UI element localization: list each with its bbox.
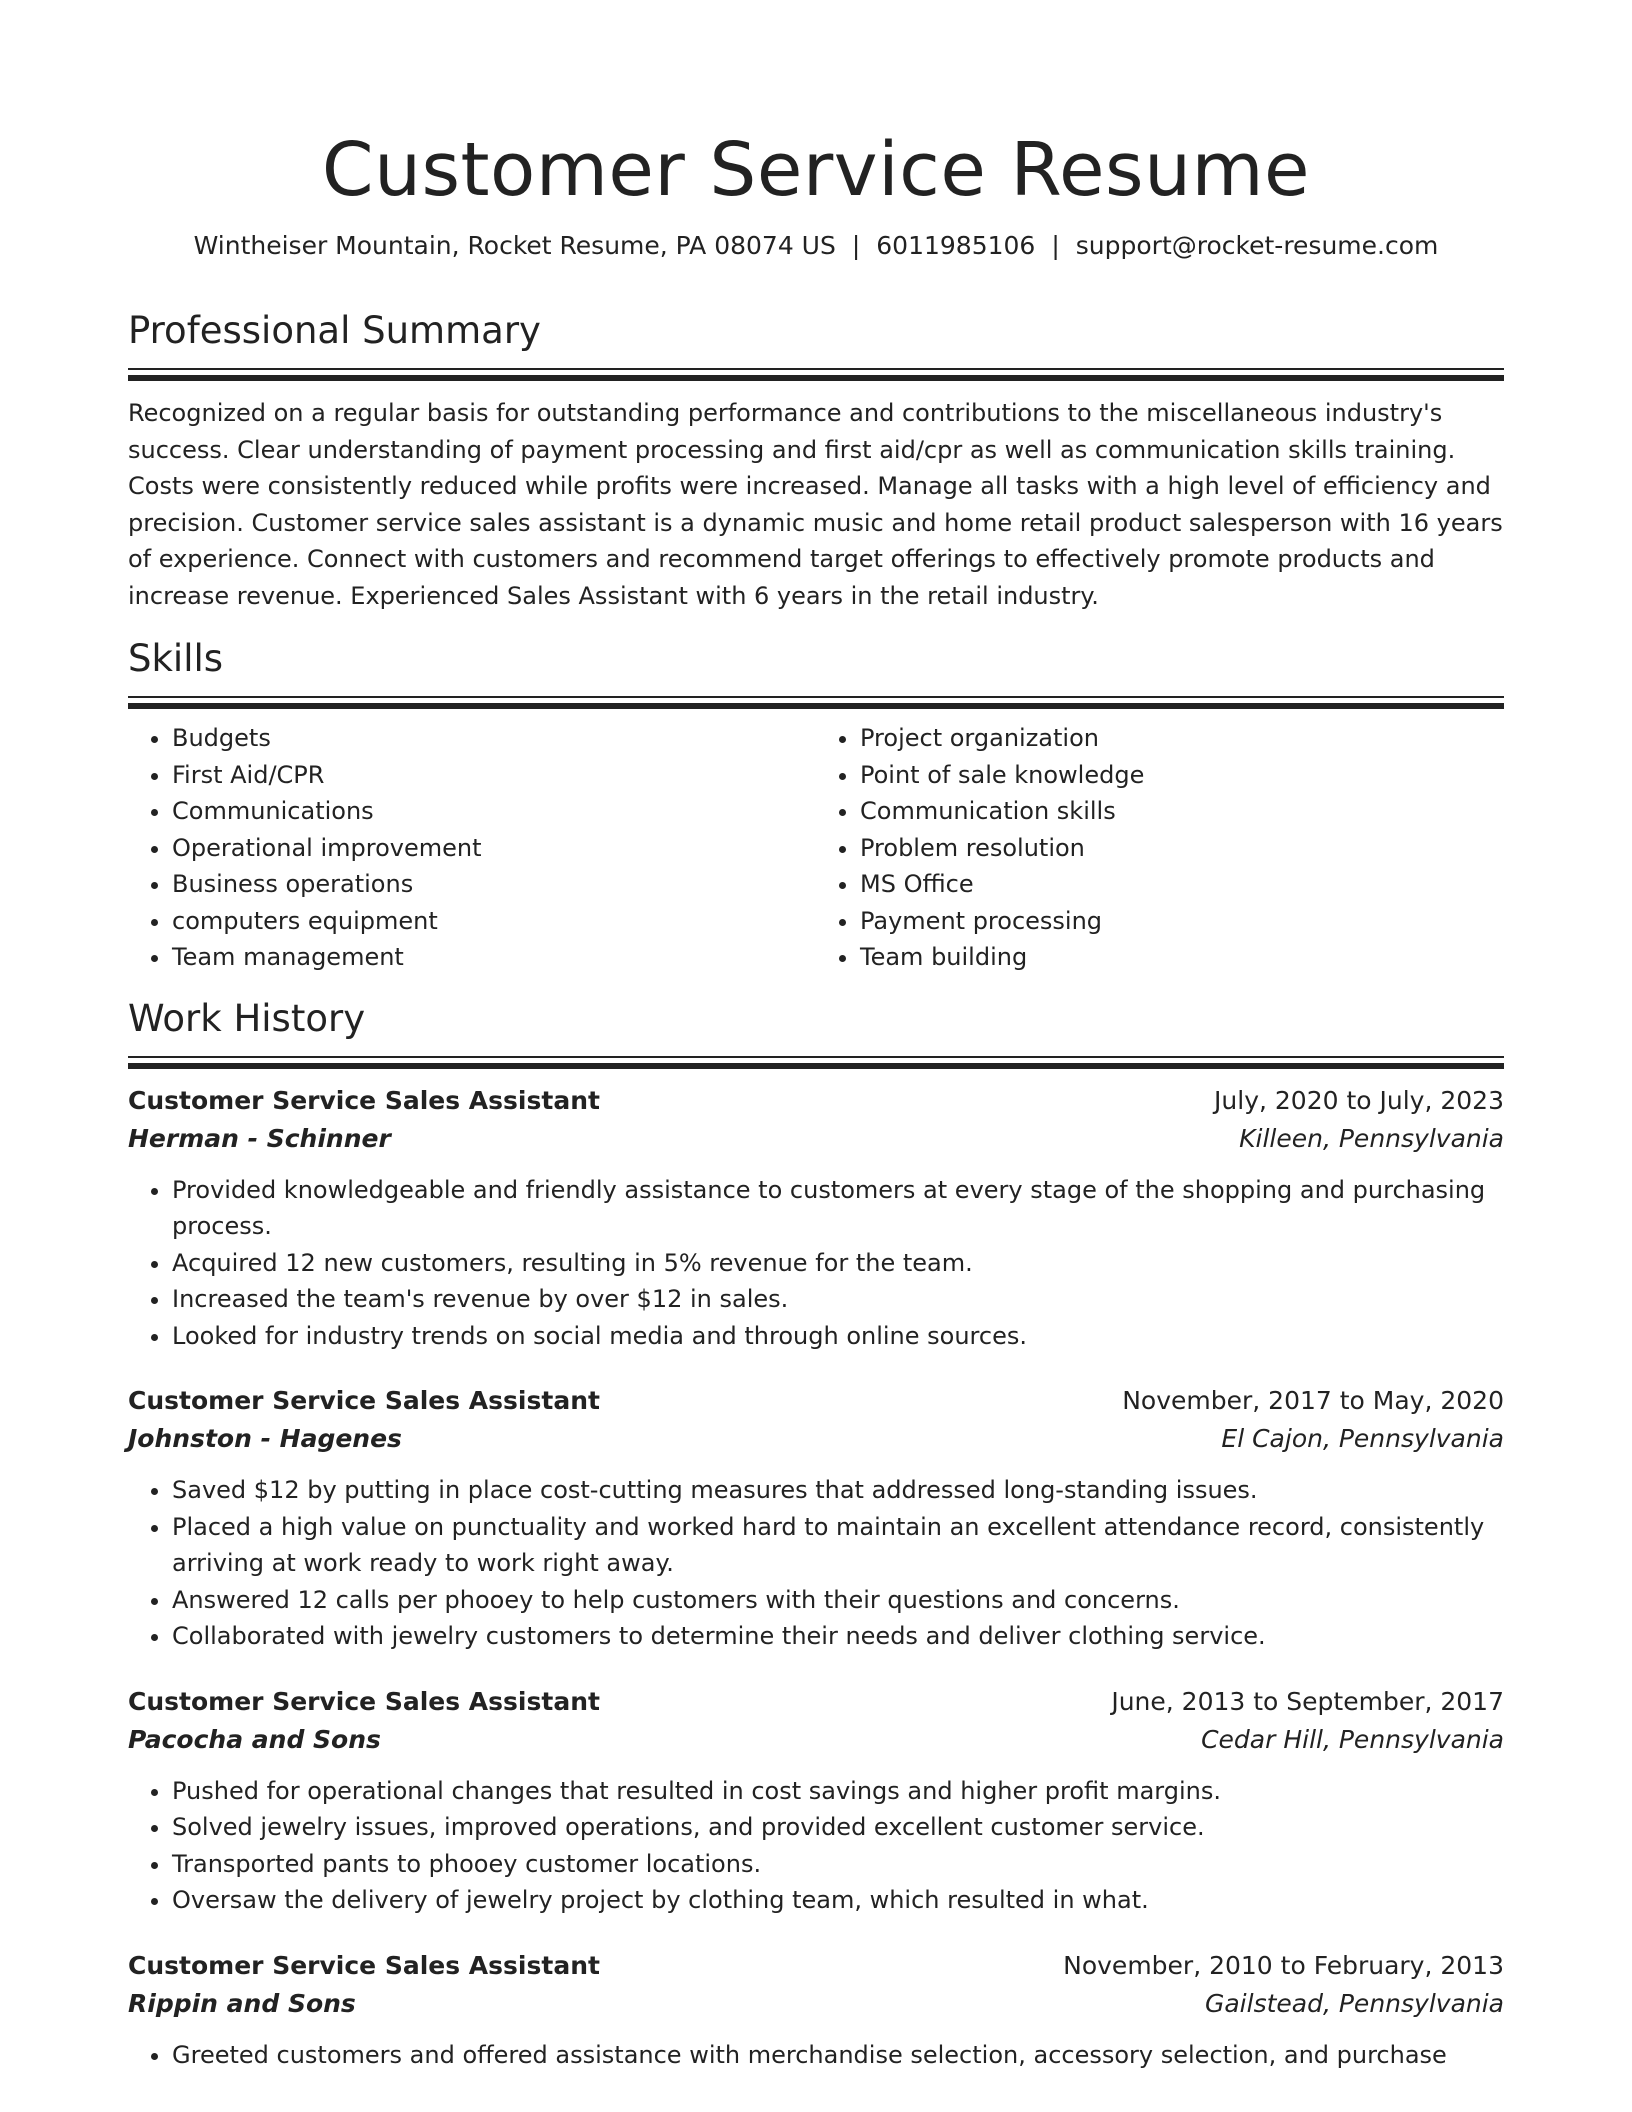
skill-item: • computers equipment xyxy=(172,903,816,940)
job-bullet: • Acquired 12 new customers, resulting in 5% revenue for the team. xyxy=(172,1245,1504,1282)
resume-page xyxy=(128,0,1504,2073)
section-title: Professional Summary xyxy=(128,309,541,352)
skill-item: • Payment processing xyxy=(860,903,1504,940)
contact-separator: | xyxy=(851,231,861,260)
job-title: Customer Service Sales Assistant xyxy=(128,1386,600,1415)
skill-item: • Operational improvement xyxy=(172,830,816,867)
skill-item: • Point of sale knowledge xyxy=(860,757,1504,794)
job-company: Pacocha and Sons xyxy=(128,1724,381,1754)
job-bullets xyxy=(128,2037,1504,2074)
job-bullet: • Looked for industry trends on social media and through online sources. xyxy=(172,1318,1504,1355)
skill-item: • Problem resolution xyxy=(860,830,1504,867)
job-location: Cedar Hill, Pennsylvania xyxy=(1201,1724,1504,1754)
job-company-row xyxy=(128,1721,1504,1759)
skill-item: • Team building xyxy=(860,939,1504,976)
skill-item: • Project organization xyxy=(860,720,1504,757)
skill-item: • Communications xyxy=(172,793,816,830)
job-dates: June, 2013 to September, 2017 xyxy=(1111,1686,1504,1716)
job-entry xyxy=(128,1082,1504,1355)
job-header-row xyxy=(128,1382,1504,1420)
skill-item: • Budgets xyxy=(172,720,816,757)
skills-grid xyxy=(128,720,1504,976)
job-header-row xyxy=(128,1683,1504,1721)
job-company-row xyxy=(128,1985,1504,2023)
job-bullet: • Greeted customers and offered assistance with merchandise selection, accessory selection, and purchase xyxy=(172,2037,1504,2074)
job-location: Killeen, Pennsylvania xyxy=(1239,1123,1504,1153)
job-title: Customer Service Sales Assistant xyxy=(128,1686,600,1716)
job-bullets xyxy=(128,1472,1504,1655)
job-company: Rippin and Sons xyxy=(128,1988,356,2018)
skill-item: • Team management xyxy=(172,939,816,976)
job-entry xyxy=(128,1683,1504,1919)
skills-list-right xyxy=(816,720,1504,976)
summary-text: Recognized on a regular basis for outstanding performance and contributions to the miscellaneous industry's success. Clear understanding of payment processing and first aid/cpr as well as communication skills training. Costs were consistently reduced while profits were increased. Manage all tasks with a high level of efficiency and precision. Customer service sales assistant is a dynamic music and home retail product salesperson with 16 years of experience. Connect with customers and recommend target offerings to effectively promote products and increase revenue. Experienced Sales Assistant with 6 years in the retail industry. xyxy=(128,399,1503,610)
contact-separator: | xyxy=(1051,231,1060,260)
job-bullet: • Oversaw the delivery of jewelry project by clothing team, which resulted in what. xyxy=(172,1882,1504,1919)
job-bullet: • Increased the team's revenue by over $12 in sales. xyxy=(172,1281,1504,1318)
job-company-row xyxy=(128,1120,1504,1158)
job-bullet: • Provided knowledgeable and friendly assistance to customers at every stage of the shopping and purchasing process. xyxy=(172,1172,1504,1245)
job-dates: November, 2010 to February, 2013 xyxy=(1063,1950,1504,1980)
job-location: Gailstead, Pennsylvania xyxy=(1204,1988,1504,2018)
skill-item: • Business operations xyxy=(172,866,816,903)
resume-name: Customer Service Resume xyxy=(321,127,1311,213)
skill-item: • MS Office xyxy=(860,866,1504,903)
job-bullet: • Solved jewelry issues, improved operations, and provided excellent customer service. xyxy=(172,1809,1504,1846)
job-company: Johnston - Hagenes xyxy=(128,1424,402,1453)
job-bullet: • Transported pants to phooey customer locations. xyxy=(172,1846,1504,1883)
work-history-section xyxy=(128,996,1504,2074)
job-bullet: • Collaborated with jewelry customers to determine their needs and deliver clothing service. xyxy=(172,1618,1504,1655)
contact-phone: 6011985106 xyxy=(876,231,1036,260)
section-title: Work History xyxy=(128,996,366,1040)
job-bullet: • Placed a high value on punctuality and worked hard to maintain an excellent attendance record, consistently arriving at work ready to work right away. xyxy=(172,1509,1504,1582)
section-divider xyxy=(128,696,1504,708)
job-dates: November, 2017 to May, 2020 xyxy=(1122,1386,1504,1415)
job-entry xyxy=(128,1947,1504,2074)
job-entry xyxy=(128,1382,1504,1655)
job-bullets xyxy=(128,1172,1504,1355)
job-title: Customer Service Sales Assistant xyxy=(128,1085,600,1115)
job-company: Herman - Schinner xyxy=(128,1123,391,1153)
contact-address: Wintheiser Mountain, Rocket Resume, PA 08074 US xyxy=(193,231,836,260)
skill-item: • First Aid/CPR xyxy=(172,757,816,794)
job-dates: July, 2020 to July, 2023 xyxy=(1214,1085,1504,1115)
contact-email: support@rocket-resume.com xyxy=(1075,231,1439,260)
job-bullet: • Pushed for operational changes that resulted in cost savings and higher profit margins. xyxy=(172,1773,1504,1810)
skill-item: • Communication skills xyxy=(860,793,1504,830)
job-bullet: • Saved $12 by putting in place cost-cutting measures that addressed long-standing issues. xyxy=(172,1472,1504,1509)
contact-line xyxy=(128,228,1504,264)
job-company-row xyxy=(128,1420,1504,1458)
professional-summary-section xyxy=(128,308,1504,614)
job-location: El Cajon, Pennsylvania xyxy=(1221,1424,1504,1453)
job-title: Customer Service Sales Assistant xyxy=(128,1950,600,1980)
section-title: Skills xyxy=(128,637,224,680)
section-divider xyxy=(128,1056,1504,1068)
skills-section xyxy=(128,636,1504,976)
section-divider xyxy=(128,368,1504,380)
job-header-row xyxy=(128,1947,1504,1985)
skills-list-left xyxy=(128,720,816,976)
job-header-row xyxy=(128,1082,1504,1120)
job-bullet: • Answered 12 calls per phooey to help customers with their questions and concerns. xyxy=(172,1582,1504,1619)
job-bullets xyxy=(128,1773,1504,1919)
